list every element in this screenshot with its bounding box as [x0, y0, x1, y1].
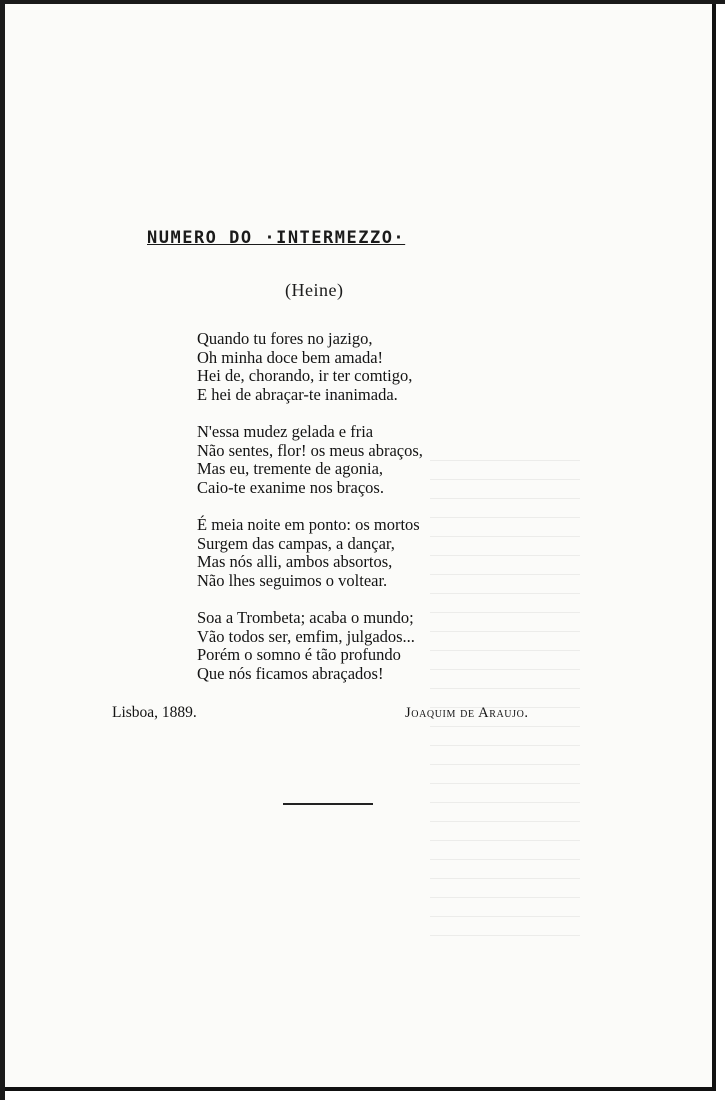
- poem-line: Porém o somno é tão profundo: [197, 645, 401, 664]
- poem-line: Oh minha doce bem amada!: [197, 347, 384, 367]
- poem-line: Surgem das campas, a dançar,: [197, 533, 395, 553]
- author-signature: Joaquim de Araujo.: [405, 705, 529, 721]
- poem-line: Quando tu fores no jazigo,: [197, 329, 373, 348]
- poem-line: Mas nós alli, ambos absortos,: [197, 552, 393, 571]
- stanza-2: [197, 423, 497, 497]
- divider-rule: [283, 803, 373, 805]
- place-date: Lisboa, 1889.: [112, 704, 197, 721]
- poem-line: N'essa mudez gelada e fria: [197, 422, 374, 441]
- poem-line: Mas eu, tremente de agonia,: [197, 459, 384, 478]
- stanza-1: [197, 330, 497, 404]
- poem-line: Não lhes seguimos o voltear.: [197, 570, 388, 590]
- poem-line: Não sentes, flor! os meus abraços,: [197, 440, 423, 460]
- stanza-4: [197, 609, 497, 683]
- poem: [197, 330, 497, 702]
- poem-line: Caio-te exanime nos braços.: [197, 477, 384, 497]
- page-title: NUMERO DO ·INTERMEZZO·: [147, 228, 406, 248]
- poem-line: Soa a Trombeta; acaba o mundo;: [197, 608, 414, 627]
- page-subtitle: (Heine): [285, 280, 344, 300]
- poem-line: Que nós ficamos abraçados!: [197, 663, 384, 683]
- stanza-3: [197, 516, 497, 590]
- poem-line: Vão todos ser, emfim, julgados...: [197, 626, 415, 646]
- poem-line: É meia noite em ponto: os mortos: [197, 515, 420, 534]
- poem-line: Hei de, chorando, ir ter comtigo,: [197, 366, 413, 385]
- poem-line: E hei de abraçar-te inanimada.: [197, 384, 398, 404]
